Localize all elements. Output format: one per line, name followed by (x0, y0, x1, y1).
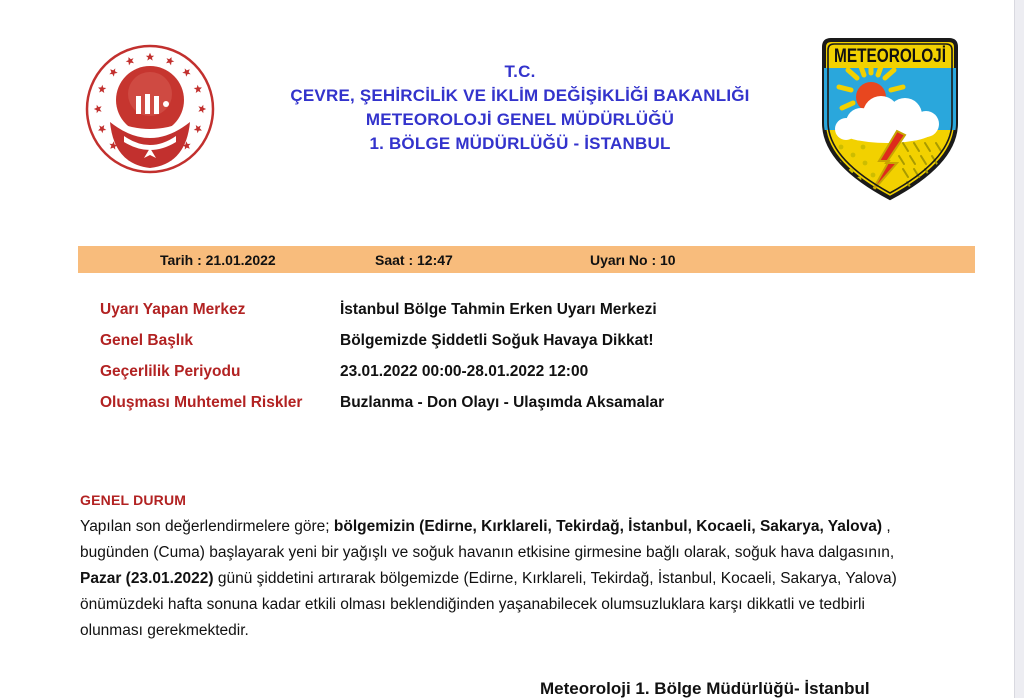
field-value-issuing-center: İstanbul Bölge Tahmin Erken Uyarı Merkezi (340, 301, 657, 318)
field-value-general-title: Bölgemizde Şiddetli Soğuk Havaya Dikkat! (340, 332, 654, 349)
header-line-directorate: METEOROLOJİ GENEL MÜDÜRLÜĞÜ (365, 110, 675, 129)
header-line-tc: T.C. (504, 62, 536, 81)
genel-durum-paragraph (80, 514, 912, 644)
field-label-validity-period: Geçerlilik Periyodu (100, 363, 241, 380)
page-scroll-strip[interactable] (1014, 0, 1024, 698)
info-bar-warning-no: Uyarı No : 10 (590, 251, 676, 268)
field-label-issuing-center: Uyarı Yapan Merkez (100, 301, 246, 318)
info-bar-date: Tarih : 21.01.2022 (160, 251, 276, 268)
info-bar-time: Saat : 12:47 (375, 251, 453, 268)
document-header-titles (195, 60, 845, 156)
meteoroloji-shield-logo (819, 35, 961, 205)
header-line-ministry: ÇEVRE, ŞEHİRCİLİK VE İKLİM DEĞİŞİKLİĞİ BAKANLIĞI (290, 86, 750, 105)
paragraph-segment: günü şiddetini artırarak bölgemizde (Edirne, Kırklareli, Tekirdağ, İstanbul, Kocaeli, Sakarya, Yalova) önümüzdeki hafta sonuna kadar etkili olması beklendiğinden yaşanabilecek olumsuzluklara karşı dikkatli ve tedbirli olunması gerekmektedir. (80, 570, 897, 639)
signature-line: Meteoroloji 1. Bölge Müdürlüğü- İstanbul (540, 679, 870, 698)
field-label-possible-risks: Oluşması Muhtemel Riskler (100, 394, 303, 411)
shield-title-text: METEOROLOJİ (834, 46, 946, 67)
field-value-validity-period: 23.01.2022 00:00-28.01.2022 12:00 (340, 363, 589, 380)
warning-info-bar (78, 246, 975, 273)
paragraph-segment-bold: bölgemizin (Edirne, Kırklareli, Tekirdağ, İstanbul, Kocaeli, Sakarya, Yalova) (333, 518, 883, 535)
header-line-region: 1. BÖLGE MÜDÜRLÜĞÜ - İSTANBUL (369, 134, 671, 153)
field-value-possible-risks: Buzlanma - Don Olayı - Ulaşımda Aksamalar (340, 394, 665, 411)
warning-fields-table (100, 300, 880, 413)
genel-durum-heading: GENEL DURUM (80, 492, 187, 508)
paragraph-segment: , bugünden (Cuma) başlayarak yeni bir yağışlı ve soğuk havanın etkisine girmesine bağlı olarak, soğuk hava dalgasının, (80, 518, 895, 561)
field-label-general-title: Genel Başlık (100, 332, 194, 349)
meteoroloji-shield-icon (819, 35, 961, 205)
paragraph-segment-bold: Pazar (23.01.2022) (80, 570, 214, 587)
paragraph-segment: Yapılan son değerlendirmelere göre; (80, 518, 334, 535)
